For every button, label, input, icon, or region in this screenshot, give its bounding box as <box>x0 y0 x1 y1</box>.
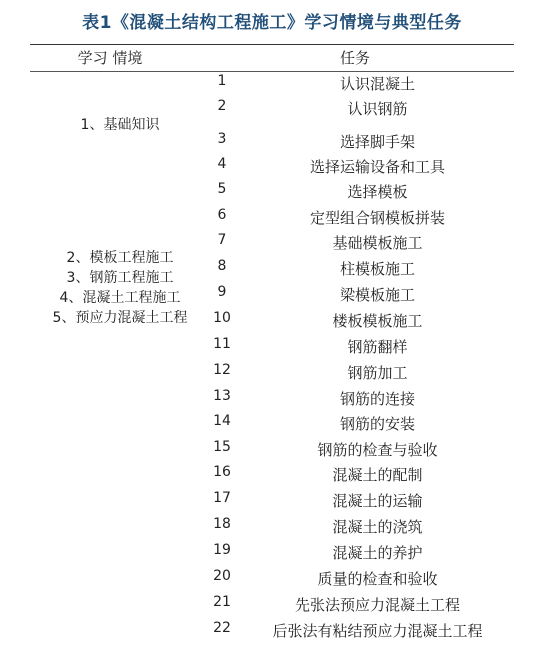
table-row <box>0 310 544 336</box>
task-name: 钢筋加工 <box>347 364 408 382</box>
task-name: 混凝土的浇筑 <box>332 518 423 536</box>
task-number: 14 <box>213 413 231 429</box>
task-name: 混凝土的配制 <box>332 466 423 484</box>
task-number: 4 <box>217 156 227 172</box>
task-name: 后张法有粘结预应力混凝土工程 <box>272 622 483 640</box>
task-number: 3 <box>217 131 227 147</box>
task-number: 12 <box>213 362 231 378</box>
column-header-situation: 学习 情境 <box>77 49 143 67</box>
situation-line: 5、预应力混凝土工程 <box>52 310 188 326</box>
table-row <box>0 156 544 182</box>
situation-line: 3、钢筋工程施工 <box>66 270 174 286</box>
task-name: 钢筋翻样 <box>347 338 408 356</box>
table-row <box>0 439 544 465</box>
task-number: 11 <box>213 336 231 352</box>
table-row <box>0 131 544 157</box>
situation-line: 1、基础知识 <box>80 117 160 133</box>
task-name: 混凝土的养护 <box>332 544 423 562</box>
table-row <box>0 594 544 620</box>
situation-line: 4、混凝土工程施工 <box>59 290 181 306</box>
task-number: 20 <box>213 568 231 584</box>
task-number: 16 <box>213 464 231 480</box>
task-name: 先张法预应力混凝土工程 <box>294 596 460 614</box>
task-name: 选择脚手架 <box>339 133 415 151</box>
table-row <box>0 362 544 388</box>
task-number: 19 <box>213 542 231 558</box>
task-name: 梁模板施工 <box>339 286 415 304</box>
task-name: 选择模板 <box>347 183 408 201</box>
task-number: 2 <box>217 98 227 114</box>
header-rule <box>30 71 514 72</box>
table-row <box>0 490 544 516</box>
task-number: 8 <box>217 258 227 274</box>
table-row <box>0 73 544 99</box>
task-number: 7 <box>217 232 227 248</box>
table-row <box>0 388 544 414</box>
task-number: 1 <box>217 73 227 89</box>
task-number: 21 <box>213 594 231 610</box>
task-number: 13 <box>213 388 231 404</box>
task-name: 混凝土的运输 <box>332 492 423 510</box>
table-row <box>0 568 544 594</box>
task-name: 钢筋的检查与验收 <box>317 441 438 459</box>
task-name: 钢筋的安装 <box>339 415 415 433</box>
task-name: 质量的检查和验收 <box>317 570 438 588</box>
task-number: 6 <box>217 207 227 223</box>
task-number: 10 <box>213 310 231 326</box>
table-row <box>0 98 544 124</box>
task-number: 22 <box>213 620 231 636</box>
task-number: 18 <box>213 516 231 532</box>
task-name: 钢筋的连接 <box>339 390 415 408</box>
task-number: 5 <box>217 181 227 197</box>
task-number: 9 <box>217 284 227 300</box>
table-row <box>0 413 544 439</box>
table-row <box>0 516 544 542</box>
table-row <box>0 258 544 284</box>
task-number: 17 <box>213 490 231 506</box>
task-name: 基础模板施工 <box>332 234 423 252</box>
table-row <box>0 336 544 362</box>
table-row <box>0 181 544 207</box>
situation-line: 2、模板工程施工 <box>66 250 174 266</box>
task-name: 楼板模板施工 <box>332 312 423 330</box>
table-top-rule <box>30 44 514 45</box>
task-number: 15 <box>213 439 231 455</box>
task-name: 柱模板施工 <box>339 260 415 278</box>
table-row <box>0 284 544 310</box>
task-name: 定型组合钢模板拼装 <box>309 209 445 227</box>
table-row <box>0 620 544 646</box>
task-name: 选择运输设备和工具 <box>309 158 445 176</box>
table-row <box>0 464 544 490</box>
table-row <box>0 232 544 258</box>
table-row <box>0 542 544 568</box>
task-name: 认识钢筋 <box>347 100 408 118</box>
table-title: 表1《混凝土结构工程施工》学习情境与典型任务 <box>82 13 462 33</box>
column-header-task: 任务 <box>339 49 370 67</box>
task-name: 认识混凝土 <box>339 75 415 93</box>
table-row <box>0 207 544 233</box>
